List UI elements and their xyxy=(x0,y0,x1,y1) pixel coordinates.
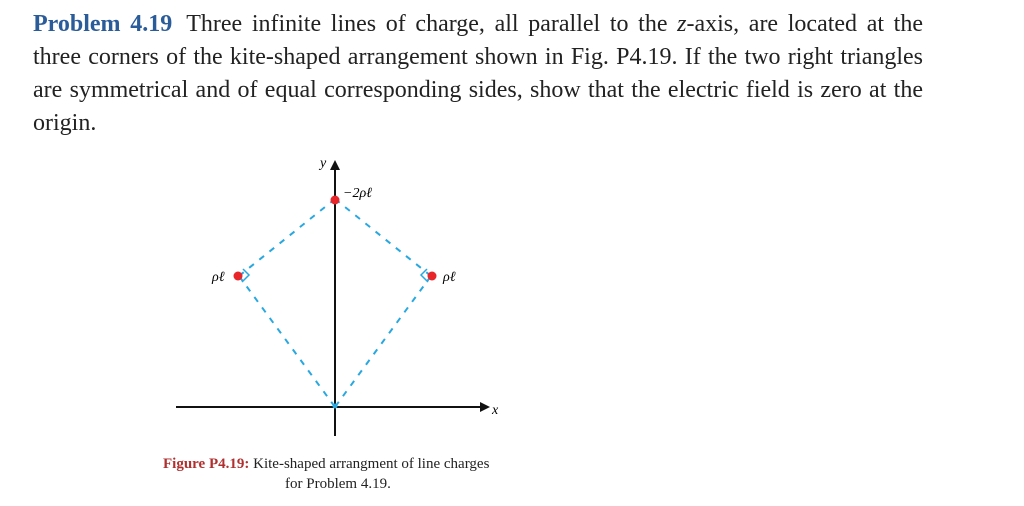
problem-text-part2: -axis, are located at the three corners of the kite-shaped arrangement shown in Fig. P4.19. If the two right triangles are symmetrical and of equal corresponding sides, show that the electric field is zero at the origin. xyxy=(33,11,923,136)
kite-edge-top-left xyxy=(239,199,335,276)
figure-caption xyxy=(163,454,523,494)
problem-text-part1: Three infinite lines of charge, all parallel to the xyxy=(186,11,678,37)
caption-label: Figure P4.19: xyxy=(163,456,250,472)
problem-label: Problem 4.19 xyxy=(33,11,173,37)
kite-edge-bottom-left xyxy=(239,276,335,407)
right-charge-label: ρℓ xyxy=(443,270,456,285)
origin-point xyxy=(333,404,338,409)
charge-left xyxy=(234,272,243,281)
kite-edge-top-right xyxy=(335,199,431,276)
kite-edge-bottom-right xyxy=(335,276,431,407)
right-angle-left xyxy=(242,269,249,282)
caption-line-1 xyxy=(163,454,523,474)
caption-text-2: for Problem 4.19. xyxy=(285,476,391,492)
x-axis-arrow xyxy=(480,402,490,412)
y-axis-arrow xyxy=(330,160,340,170)
z-variable: z xyxy=(677,11,687,37)
left-charge-label: ρℓ xyxy=(212,270,225,285)
charge-right xyxy=(428,272,437,281)
x-axis-label: x xyxy=(492,403,499,418)
top-charge-label: −2ρℓ xyxy=(343,186,372,201)
charge-top xyxy=(331,196,340,205)
y-axis-label: y xyxy=(320,156,327,171)
caption-text-1: Kite-shaped arrangment of line charges xyxy=(253,456,490,472)
right-angle-right xyxy=(421,269,428,282)
